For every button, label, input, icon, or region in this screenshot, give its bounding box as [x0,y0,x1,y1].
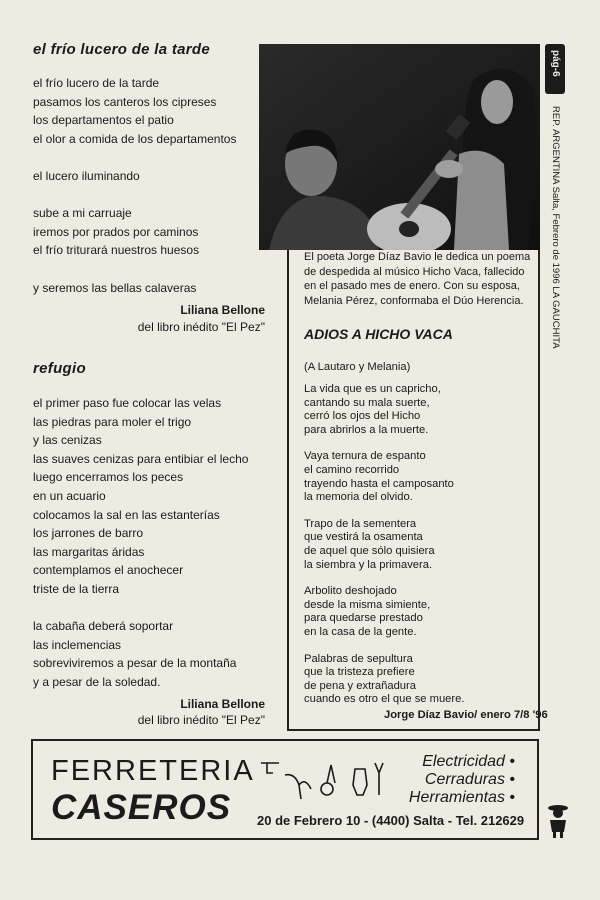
ad-name-line1: FERRETERIA [51,755,255,787]
poem1-author: Liliana Bellone [180,303,265,317]
poem2-text: el primer paso fue colocar las velas las piedras para moler el trigo y las cenizas las suaves cenizas para entibiar el lecho luego encerramos los peces en un acuario colocamos la sal en las estanterías los jarrones de barro las margaritas áridas contemplamos el anochecer triste de la tierra la cabaña deberá soportar las inclemencias sobreviviremos a pesar de la montaña y a pesar de la soledad. [33,396,249,689]
musicians-photo-icon [259,44,540,250]
ad-name-line2: CASEROS [51,788,232,827]
page-header-strip [545,44,567,354]
poem1-book: del libro inédito "El Pez" [137,320,265,334]
elegy-stanzas [304,383,532,720]
poem2-author: Liliana Bellone [180,697,265,711]
elegy-signature [384,709,548,721]
elegy-stanza-2: Vaya ternura de espanto el camino recorrido trayendo hasta el camposanto la memoria del olvido. [304,450,454,504]
gaucho-mascot-icon [544,800,572,840]
elegy-stanza-5: Palabras de sepultura que la tristeza prefiere de pena y extrañadura cuando es otro el que se muere. [304,652,465,706]
poem1-text: el frío lucero de la tarde pasamos los canteros los cipreses los departamentos el patio el olor a comida de los departamentos el lucero iluminando sube a mi carruaje iremos por prados por caminos el frío triturará nuestros huesos y seremos las bellas calaveras [33,76,237,295]
page-header: REP. ARGENTINA Salta, Febrero de 1996 LA GAUCHITA [550,106,561,349]
hardware-store-ad [31,739,539,840]
elegy-dedication: (A Lautaro y Melania) [304,361,411,373]
ad-service-3: Herramientas • [408,789,515,806]
elegy-stanza-3: Trapo de la sementera que vestirá la osamenta de aquel que sólo quisiera la siembra y la primavera. [304,517,435,571]
poem1-title: el frío lucero de la tarde [33,41,211,58]
ad-services [409,753,515,807]
duo-photo [259,44,540,250]
bullet-icon: • [509,789,515,806]
tools-icon [255,755,405,805]
ad-service-2: Cerraduras • [424,771,515,788]
elegy-signature-text: Jorge Díaz Bavio/ enero 7/8 '96 [384,709,548,721]
poem2-title: refugio [33,360,86,377]
elegy-stanza-4: Arbolito deshojado desde la misma simiente, para quedarse prestado en la casa de la gente. [304,585,431,638]
elegy-title: ADIOS A HICHO VACA [304,326,453,342]
elegy-stanza-1: La vida que es un capricho, cantando su mala suerte, cerró los ojos del Hicho para abrirlos a la muerte. [304,383,441,436]
ad-service-1: Electricidad • [422,753,515,770]
ad-address: 20 de Febrero 10 - (4400) Salta - Tel. 212629 [257,813,525,828]
poem2-book: del libro inédito "El Pez" [137,713,265,727]
bullet-icon: • [509,753,515,770]
page-label: pág-6 [550,50,561,77]
photo-caption: El poeta Jorge Díaz Bavio le dedica un poema de despedida al músico Hicho Vaca, fallecido en el pasado mes de enero. Con su esposa, Melania Pérez, conformaba el Dúo Herencia. [304,251,531,307]
bullet-icon: • [509,771,515,788]
